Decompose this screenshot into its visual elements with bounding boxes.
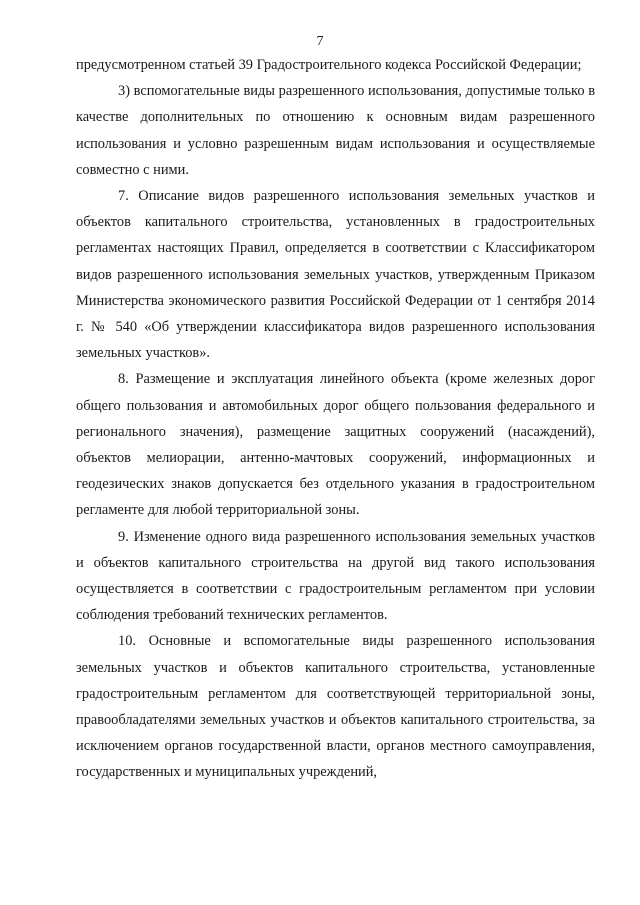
page-number: 7 bbox=[316, 34, 324, 49]
paragraph-item-3: 3) вспомогательные виды разрешенного использования, допустимые только в качестве дополнительных по отношению к основным видам разрешенного использования и условно разрешенным видам использования и осуществляемые совместно с ними. bbox=[76, 83, 595, 178]
paragraph-8: 8. Размещение и эксплуатация линейного объекта (кроме железных дорог общего пользования и автомобильных дорог общего пользования федерального и регионального значения), размещение защитных сооружений (насаждений), объектов мелиорации, антенно-мачтовых сооружений, информационных и геодезических знаков допускается без отдельного указания в градостроительном регламенте для любой территориальной зоны. bbox=[76, 371, 595, 519]
paragraph-continuation: предусмотренном статьей 39 Градостроительного кодекса Российской Федерации; bbox=[76, 57, 582, 73]
paragraph-9: 9. Изменение одного вида разрешенного использования земельных участков и объектов капитального строительства на другой вид такого использования осуществляется в соответствии с градостроительным регламентом при условии соблюдения требований технических регламентов. bbox=[76, 528, 595, 624]
document-body bbox=[76, 52, 595, 786]
paragraph-10: 10. Основные и вспомогательные виды разрешенного использования земельных участков и объектов капитального строительства, установленные градостроительным регламентом для соответствующей территориальной зоны, правообладателями земельных участков и объектов капитального строительства, за исключением органов государственной власти, органов местного самоуправления, государственных и муниципальных учреждений, bbox=[76, 633, 595, 781]
paragraph-7: 7. Описание видов разрешенного использования земельных участков и объектов капитального строительства, установленных в градостроительных регламентах настоящих Правил, определяется в соответствии с Классификатором видов разрешенного использования земельных участков, утвержденным Приказом Министерства экономического развития Российской Федерации от 1 сентября 2014 г. № 540 «Об утверждении классификатора видов разрешенного использования земельных участков». bbox=[76, 188, 595, 362]
